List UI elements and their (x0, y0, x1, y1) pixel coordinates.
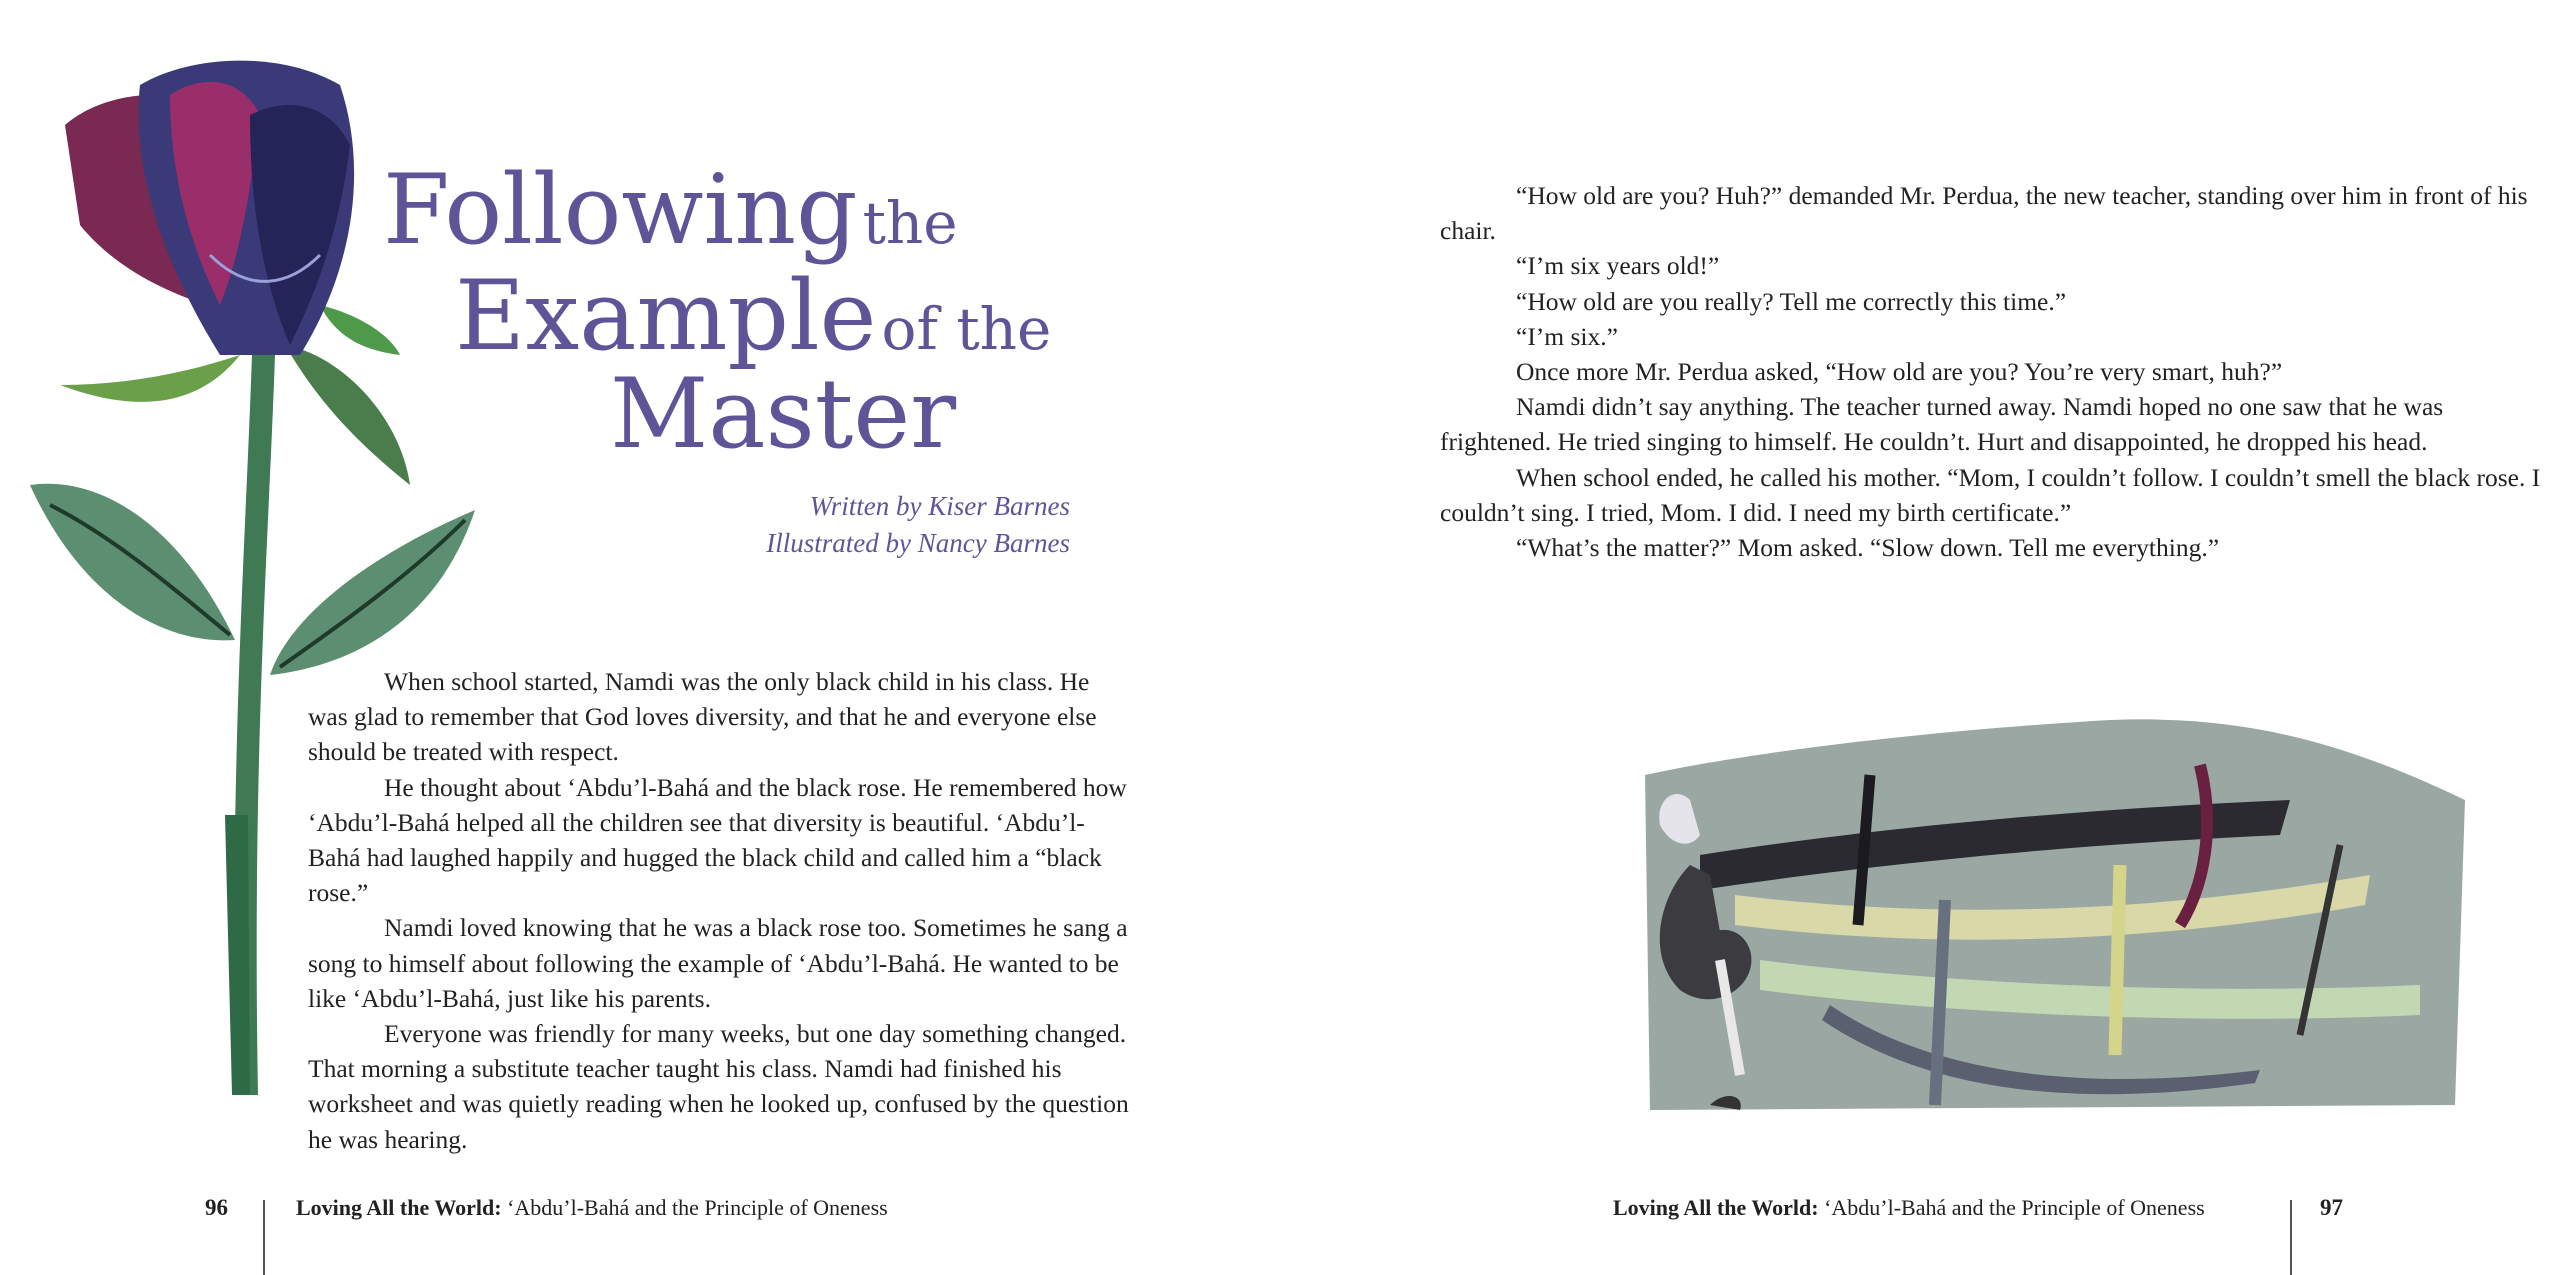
title-line-3 (610, 358, 957, 470)
paragraph: “How old are you? Huh?” demanded Mr. Perdua, the new teacher, standing over him in front of his chair. (1440, 181, 2528, 246)
title-word-master: Master (610, 358, 957, 470)
title-line-2 (455, 260, 1052, 372)
credits (740, 488, 1070, 562)
paragraph: When school started, Namdi was the only black child in his class. He was glad to remember that God loves diversity, and that he and everyone else should be treated with respect. (308, 667, 1097, 767)
book-title-bold: Loving All the World: (1613, 1195, 1819, 1220)
book-subtitle: ‘Abdu’l-Bahá and the Principle of Oneness (501, 1195, 888, 1220)
paragraph: “How old are you really? Tell me correctly this time.” (1516, 286, 2067, 316)
footer-divider-right (2290, 1200, 2292, 1275)
paragraph: “What’s the matter?” Mom asked. “Slow down. Tell me everything.” (1516, 533, 2220, 563)
paragraph: “I’m six years old!” (1516, 251, 1720, 281)
paragraph: He thought about ‘Abdu’l-Bahá and the black rose. He remembered how ‘Abdu’l-Bahá helped all the children see that diversity is beautiful. ‘Abdu’l-Bahá had laughed happily and hugged the black child and called him a “black rose.” (308, 772, 1127, 908)
illustrator-credit: Illustrated by Nancy Barnes (766, 528, 1070, 558)
paragraph: Namdi didn’t say anything. The teacher turned away. Namdi hoped no one saw that he was frightened. He tried singing to himself. He couldn’t. Hurt and disappointed, he dropped his head. (1440, 392, 2444, 457)
paragraph: Namdi loved knowing that he was a black rose too. Sometimes he sang a song to himself about following the example of ‘Abdu’l-Bahá. He wanted to be like ‘Abdu’l-Bahá, just like his parents. (308, 913, 1128, 1013)
title-word-following: Following (383, 154, 858, 266)
music-collage-illustration (1640, 705, 2470, 1165)
footer-left (296, 1195, 888, 1221)
book-title-bold: Loving All the World: (296, 1195, 502, 1220)
title-word-example: Example (455, 260, 877, 372)
title-word-of-the: of the (881, 295, 1052, 363)
footer-divider-left (263, 1200, 265, 1275)
left-story-text (308, 664, 1130, 1157)
right-story-text (1440, 178, 2550, 565)
page-number-left: 96 (205, 1195, 228, 1220)
title-line-1 (383, 154, 958, 266)
author-credit: Written by Kiser Barnes (809, 491, 1070, 521)
paragraph: “I’m six.” (1516, 321, 1618, 351)
page-number-right: 97 (2320, 1195, 2343, 1220)
footer-right (1613, 1195, 2205, 1221)
right-page (1275, 0, 2550, 1275)
paragraph: When school ended, he called his mother. “Mom, I couldn’t follow. I couldn’t smell the black rose. I couldn’t sing. I tried, Mom. I did. I need my birth certificate.” (1440, 462, 2541, 527)
paragraph: Once more Mr. Perdua asked, “How old are you? You’re very smart, huh?” (1516, 357, 2283, 387)
book-subtitle: ‘Abdu’l-Bahá and the Principle of Oneness (1818, 1195, 2205, 1220)
paragraph: Everyone was friendly for many weeks, but one day something changed. That morning a substitute teacher taught his class. Namdi had finished his worksheet and was quietly reading when he looked up, confused by the question he was hearing. (308, 1019, 1129, 1154)
title-word-the: the (862, 189, 958, 257)
